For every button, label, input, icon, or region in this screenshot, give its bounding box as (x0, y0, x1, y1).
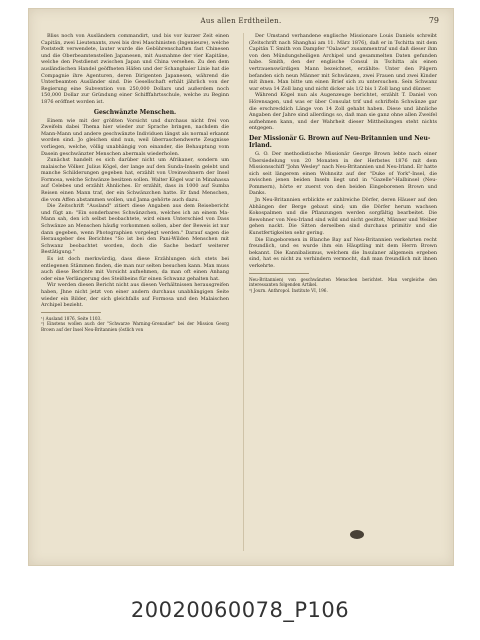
article-heading-tailed-humans: Geschwänzte Menschen. (93, 108, 177, 116)
ink-stain-mark (350, 530, 364, 539)
right-paragraph: Jn Neu-Britannien erblickte er zahlreiche Dörfer, deren Häuser auf den Abhängen der Berge gebaut sind; um die Dörfer herum wachsen Kokospalmen und die Pflanzungen werden sorgfältig bearbeitet. Die Bewohner von Neu-Irland sind wild und nicht gesittet, Männer und Weiber gehen nackt. Die Sitten derselben sind durchaus primitiv und die Kunstfertigkeiten sehr gering. (249, 197, 437, 237)
column-divider (243, 33, 244, 551)
footnote: ²) Einstens wollen auch der "Schwarze Warning-Grenadier" bei der Mission Georg Brown auf der Insel Neu-Britannien (östlich von (41, 321, 229, 332)
right-paragraph: G. O. Der methodistische Missionär George Brown lebte nach einer Übersiedelung von 20 Monaten in der Herbstes 1876 mit dem Missionsschiff "John Wesley" nach Neu-Britannien und Neu-Irland. Er hatte sich seit längerem einen Wohnsitz auf der "Duke of York"-Insel, die zwischen jenen beiden Inseln liegt und in "Gazelle"-Halbinsel (Neu-Pommern), hörte er zuerst von den beiden Eingeborenen Brown und Danks. (249, 150, 437, 197)
left-paragraph: Zunächst handelt es sich darüber nicht um Afrikaner, sondern um malaische Völker. Julius Kögel, der lange auf den Sunda-Inseln gelebt und manche Schilderungen gegeben hat, erzählt von Ureinwohnern der Insel Formosa, welche Schwänze besitzen sollen. Walter Kögel war in Minahassa auf Celebes und erzählt Ähnliches. Er erzählt, dass in 1000 auf Sumba Reisen einen Mann traf, der ein Schwänzchen hatte. Er fand Menschen, die vom Affen abstammen wollen, und Jama gehörte auch dazu. (41, 157, 229, 203)
right-paragraph: Während Kögel nun als Augenzeuge berichtet, erzählt T. Daniel von Hörensagen, und was er über Consulat trif und schrifteln Schwänze gar die erschrecklich Länge von 14 Zoll gehabt haben. Diese und ähnliche Angaben der Jahre sind allerdings so, daß man sie ganz ohne allen Zweifel aufnehmen kann, und der Wahrheit dieser Mittheilungen steht nichts entgegen. (249, 92, 437, 132)
right-paragraph: Der Umstand verhandene englische Missionare Louis Daniels schreibt (Zeitschrift nach Shanghai am 11. März 1876), daß er in Tschitta mit dem Capitän T. Smith von Dampfer "Oalaow" zusammentraf und daß dieser ihm von den Mündungsheiligen Archipel und gesammelten Daten gefunden habe. Smith, den der englische Consul in Tschitta als einen vertrauenswürdigen Mann bezeichnet, erzählte: Unter den Pilgern befanden sich neun Männer mit Schwänzen, zwei Frauen und zwei Kinder mit ihnen. Man bitte um einen Brief sich zu untersuchen. Sein Schwanz war etwa 14 Zoll lang und nicht dicker als 1/2 bis 1 Zoll lang und dünner. (249, 33, 437, 92)
footnote: ³) Journ. Anthropol. Institute VI, 196. (249, 287, 328, 293)
left-paragraph: Die Zeitschrift "Ausland" zitiert diese Angaben aus dem Reisebericht und fügt an: "Ein sonderbares Schwänzchen, welches ich an einem Ma-Mann sah, den ich selbst beobachtete, wird einen Unterschied von Dass Schwänze an Menschen häufig vorkommen sollen, aber der Beweis ist nur dann gegeben, wenn Photographien vorgelegt werden." Darauf sagen die Herausgeber des Berichtes "So ist bei den Pani-Wilden Menschen mit Schwanz beobachtet worden, doch die Sache bedarf weiterer Bestätigung." (41, 203, 229, 256)
left-paragraph: Bliss noch von Ausländern commandirt, und bis vor kurzer Zeit einen Capitän, zwei Lieutenants, zwei bis drei Maschinisten (Ingenieure), welche Poststedt verwendete, lauter wurde die Gebührenschaften fast Chinesen und die Oberbeamtenstellen Japanesen, mit Ausnahme der vier Kapitäne, welche den Postdienst zwischen Japan und China versehen. Zu den dem ausländischen Handel geöffneten Häfen und der Schanghaier Linie hat die Compagnie ihre Agenturen, deren Dirigenten Japanesen, während die Unterbeamten Ausländer sind. Die Gesellschaft erhält jährlich von der Regierung eine Subvention von 250,000 Dollars und außerdem noch 150,000 Dollar zur Gründung einer Schifffahrtsschule, welche zu Beginn 1876 eröffnet worden ist. (41, 33, 229, 105)
right-column (249, 33, 437, 555)
running-header (39, 15, 443, 29)
scanned-page (28, 8, 454, 566)
footnote-rule (41, 312, 101, 313)
footnote: Neu-Britannien) von geschwänzten Menschen berichtet. Man vergleiche den interessanten folgenden Artikel. (249, 276, 437, 288)
footnote-rule (249, 273, 309, 274)
left-column (41, 33, 229, 555)
article-heading-missionary-brown: Der Missionär G. Brown auf Neu-Britannien und Neu-Irland. (249, 134, 431, 149)
left-paragraph: Es ist doch merkwürdig, dass diese Erzählungen sich stets bei entlegenen Stämmen finden, die man nur selten besuchen kann. Man muss auch diese Berichte mit Vorsicht aufnehmen, da man oft einen Anhang oder eine Verlängerung des Steißbeins für einen Schwanz gehalten hat. (41, 256, 229, 282)
left-paragraph: Wir werden diesen Bericht nicht aus diesen Verhältnissen herausgreifen haben, Jhne nicht jetzt von einer andern durchaus unabhängigen Seite wieder ein Bilder, der sich gleichfalls auf Formosa und den Malaischen Archipel bezieht. (41, 282, 229, 309)
archive-id-label: 20020060078_P106 (130, 598, 350, 622)
right-paragraph: Die Eingeborenen in Blanche Bay auf Neu-Britannien verkehrten recht freundlich, und es wurde ihm ein Häuptling mit dem Herrn Brown bekannt. Die Kannibalismus, welchem die Insulaner allgemein ergeben sind, hat es nicht zu verhindern vermocht, daß man freundlich mit ihnen verkehrte. (249, 236, 437, 269)
left-paragraph: Einem wie mit der größten Vorsicht und durchaus nicht frei von Zweifeln dabei Thema hier wieder zur Sprache bringen, nachdem die Mann-Mann und andere geschwänzte Individuen längst als normal erkannt worden sind. Jo gleichen sind nun, weil überraschendwerte Zeugnisse vorliegen, welche, völlig unabhängig von einander, die Behauptung vom Dasein geschwänzter Menschen abermals wiederholen. (41, 117, 229, 157)
page-number: 79 (428, 16, 439, 25)
footnote: ¹) Ausland 1876, Seite 1103. (41, 315, 102, 321)
running-title: Aus allen Erdtheilen. (200, 17, 282, 25)
